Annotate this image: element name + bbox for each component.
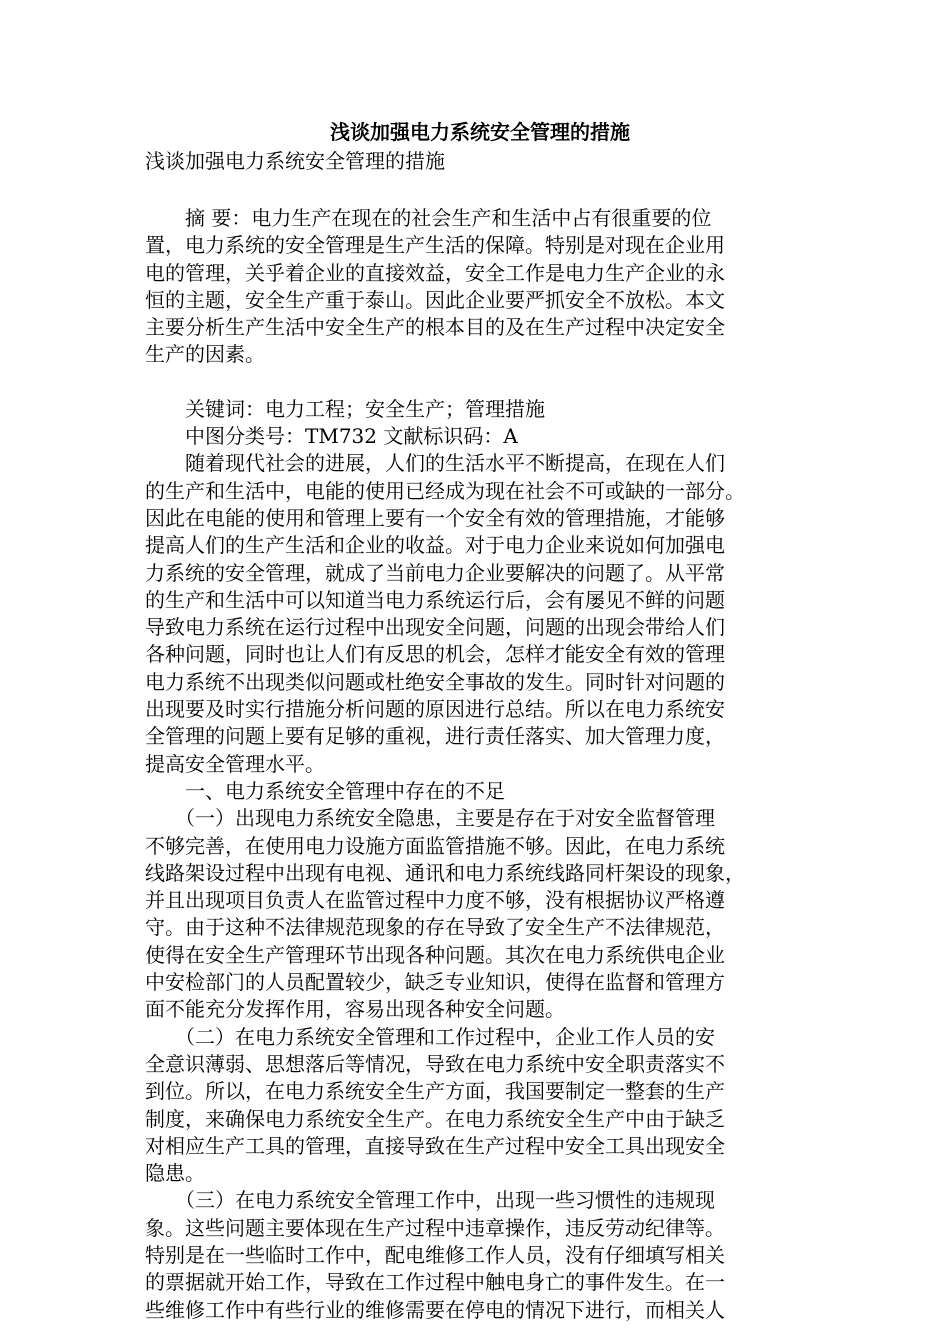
abstract-line: 摘 要：电力生产在现在的社会生产和生活中占有很重要的位 bbox=[145, 206, 712, 230]
paragraph-line: 象。这些问题主要体现在生产过程中违章操作，违反劳动纪律等。 bbox=[145, 1215, 725, 1240]
intro-line: 提高人们的生产生活和企业的收益。对于电力企业来说如何加强电 bbox=[145, 533, 725, 558]
keywords-line: 关键词：电力工程；安全生产；管理措施 bbox=[145, 396, 545, 421]
paragraph-line: 到位。所以，在电力系统安全生产方面，我国要制定一整套的生产 bbox=[145, 1079, 725, 1104]
document-page bbox=[145, 118, 805, 1324]
intro-line: 全管理的问题上要有足够的重视，进行责任落实、加大管理力度， bbox=[145, 724, 725, 749]
paragraph-line: 使得在安全生产管理环节出现各种问题。其次在电力系统供电企业 bbox=[145, 942, 725, 967]
intro-paragraph bbox=[145, 450, 805, 778]
abstract-line: 置，电力系统的安全管理是生产生活的保障。特别是对现在企业用 bbox=[145, 233, 725, 258]
section1-paragraph-3 bbox=[145, 1187, 805, 1323]
paragraph-line: 隐患。 bbox=[145, 1161, 205, 1186]
spacer bbox=[145, 176, 805, 205]
paragraph-line: 并且出现项目负责人在监管过程中力度不够，没有根据协议严格遵 bbox=[145, 888, 725, 913]
intro-line: 的生产和生活中可以知道当电力系统运行后，会有屡见不鲜的问题 bbox=[145, 587, 725, 612]
abstract-line: 恒的主题，安全生产重于泰山。因此企业要严抓安全不放松。本文 bbox=[145, 287, 725, 312]
intro-line: 力系统的安全管理，就成了当前电力企业要解决的问题了。从平常 bbox=[145, 560, 725, 585]
section-heading: 一、电力系统安全管理中存在的不足 bbox=[145, 778, 505, 803]
paragraph-line: 全意识薄弱、思想落后等情况，导致在电力系统中安全职责落实不 bbox=[145, 1051, 725, 1076]
classification-line: 中图分类号：TM732 文献标识码：A bbox=[145, 424, 518, 449]
abstract-line: 电的管理，关乎着企业的直接效益，安全工作是电力生产企业的永 bbox=[145, 260, 725, 285]
paragraph-line: 些维修工作中有些行业的维修需要在停电的情况下进行，而相关人 bbox=[145, 1297, 725, 1322]
section1-paragraph-2 bbox=[145, 1024, 805, 1188]
intro-line: 电力系统不出现类似问题或杜绝安全事故的发生。同时针对问题的 bbox=[145, 669, 725, 694]
intro-line: 导致电力系统在运行过程中出现安全问题，问题的出现会带给人们 bbox=[145, 615, 725, 640]
intro-line: 因此在电能的使用和管理上要有一个安全有效的管理措施，才能够 bbox=[145, 505, 725, 530]
spacer bbox=[145, 369, 805, 396]
paragraph-line: 特别是在一些临时工作中，配电维修工作人员，没有仔细填写相关 bbox=[145, 1242, 725, 1267]
paragraph-line: 中安检部门的人员配置较少，缺乏专业知识，使得在监督和管理方 bbox=[145, 970, 725, 995]
document-subtitle: 浅谈加强电力系统安全管理的措施 bbox=[145, 149, 445, 173]
paragraph-line: （三）在电力系统安全管理工作中，出现一些习惯性的违规现 bbox=[145, 1188, 715, 1213]
intro-line: 的生产和生活中，电能的使用已经成为现在社会不可或缺的一部分。 bbox=[145, 478, 745, 503]
document-title: 浅谈加强电力系统安全管理的措施 bbox=[330, 120, 630, 144]
paragraph-line: 的票据就开始工作，导致在工作过程中触电身亡的事件发生。在一 bbox=[145, 1270, 725, 1295]
paragraph-line: 不够完善，在使用电力设施方面监管措施不够。因此，在电力系统 bbox=[145, 833, 725, 858]
intro-line: 出现要及时实行措施分析问题的原因进行总结。所以在电力系统安 bbox=[145, 697, 725, 722]
intro-line: 提高安全管理水平。 bbox=[145, 751, 325, 776]
abstract-paragraph bbox=[145, 205, 805, 369]
paragraph-line: 守。由于这种不法律规范现象的存在导致了安全生产不法律规范， bbox=[145, 915, 725, 940]
abstract-line: 主要分析生产生活中安全生产的根本目的及在生产过程中决定安全 bbox=[145, 315, 725, 340]
section1-paragraph-1 bbox=[145, 805, 805, 1023]
paragraph-line: 制度，来确保电力系统安全生产。在电力系统安全生产中由于缺乏 bbox=[145, 1106, 725, 1131]
intro-line: 随着现代社会的进展，人们的生活水平不断提高，在现在人们 bbox=[145, 451, 725, 476]
paragraph-line: （一）出现电力系统安全隐患，主要是存在于对安全监督管理 bbox=[145, 806, 715, 831]
abstract-line: 生产的因素。 bbox=[145, 342, 265, 367]
paragraph-line: 面不能充分发挥作用，容易出现各种安全问题。 bbox=[145, 997, 565, 1022]
paragraph-line: 线路架设过程中出现有电视、通讯和电力系统线路同杆架设的现象， bbox=[145, 860, 745, 885]
intro-line: 各种问题，同时也让人们有反思的机会，怎样才能安全有效的管理 bbox=[145, 642, 725, 667]
paragraph-line: 对相应生产工具的管理，直接导致在生产过程中安全工具出现安全 bbox=[145, 1133, 725, 1158]
paragraph-line: （二）在电力系统安全管理和工作过程中，企业工作人员的安 bbox=[145, 1024, 715, 1049]
